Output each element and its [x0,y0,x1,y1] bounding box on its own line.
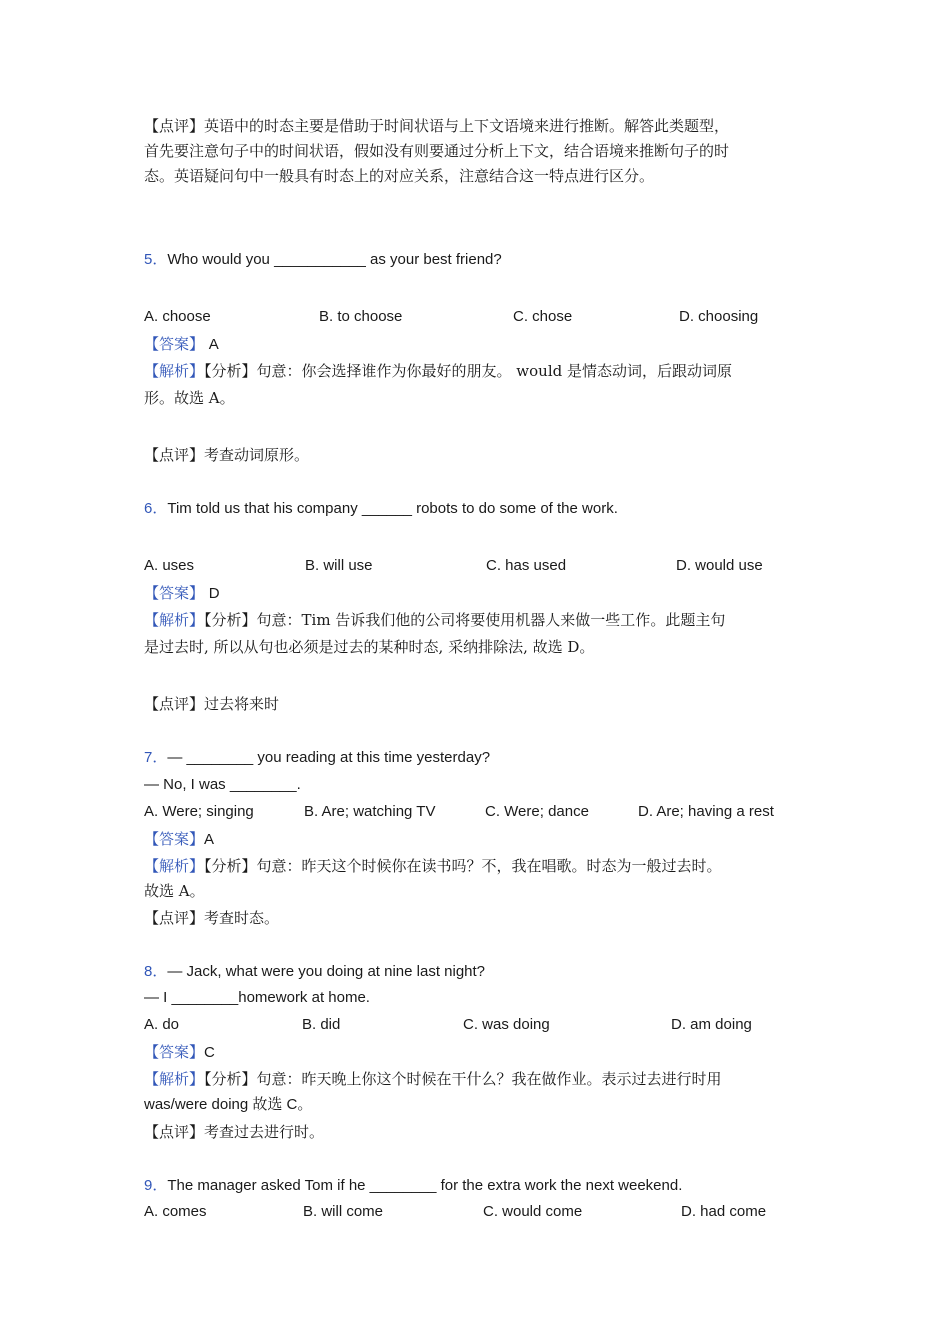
analysis-tag: 【解析】 [144,362,205,380]
answer-line [144,334,219,355]
question-7 [144,748,490,768]
answer-tag: 【答案】 [144,1043,205,1061]
answer-line [144,829,214,850]
option-b: B. will use [305,557,373,574]
analysis-text: 【分析】句意：昨天这个时候你在读书吗？不，我在唱歌。时态为一般过去时。 [204,857,722,875]
question-stem-line-2: — I ________homework at home. [144,989,370,1006]
answer-value: A [208,336,219,353]
option-c: C. was doing [463,1016,550,1033]
analysis-line [144,1069,722,1089]
answer-value: C [204,1044,215,1061]
answer-tag: 【答案】 [144,830,205,848]
option-c: C. would come [483,1203,583,1220]
option-d: D. had come [681,1203,767,1220]
option-d: D. choosing [679,308,759,325]
comment-line: 【点评】考查动词原形。 [144,446,310,464]
answer-line [144,1042,215,1063]
option-d: D. would use [676,557,763,574]
analysis-line [144,610,725,630]
option-a: A. uses [144,557,195,574]
question-stem: Who would you ___________ as your best friend? [167,251,502,268]
option-a: A. comes [144,1203,207,1220]
analysis-tag: 【解析】 [144,611,205,629]
option-c: C. chose [513,308,573,325]
option-b: B. will come [303,1203,384,1220]
option-c: C. has used [486,557,567,574]
option-a: A. do [144,1016,180,1033]
analysis-continuation: 故选 A。 [144,882,205,900]
analysis-text: 【分析】句意：昨天晚上你这个时候在干什么？我在做作业。表示过去进行时用 [204,1070,722,1088]
answer-line [144,583,220,604]
analysis-line [144,361,732,381]
question-stem: — Jack, what were you doing at nine last night? [167,963,486,980]
option-b: B. to choose [319,308,403,325]
question-number: 7． [144,749,168,766]
comment-paragraph-line: 首先要注意句子中的时间状语，假如没有则要通过分析上下文，结合语境来推断句子的时 [144,142,730,160]
comment-line: 【点评】考查过去进行时。 [144,1123,325,1141]
analysis-tag: 【解析】 [144,1070,205,1088]
question-9 [144,1176,682,1196]
answer-value: D [208,585,220,602]
analysis-continuation: 形。故选 A。 [144,389,235,407]
option-a: A. Were; singing [144,803,254,820]
question-5 [144,250,502,270]
answer-value: A [204,831,215,848]
option-c: C. Were; dance [485,803,589,820]
analysis-text: 【分析】句意：Tim 告诉我们他的公司将要使用机器人来做一些工作。此题主句 [204,611,726,629]
question-stem: Tim told us that his company ______ robots to do some of the work. [167,500,618,517]
question-stem: — ________ you reading at this time yesterday? [167,749,491,766]
question-6 [144,499,618,519]
comment-line: 【点评】过去将来时 [144,695,280,713]
comment-paragraph-line: 【点评】英语中的时态主要是借助于时间状语与上下文语境来进行推断。解答此类题型， [144,117,730,135]
answer-tag: 【答案】 [144,335,205,353]
question-number: 5． [144,251,168,268]
analysis-line [144,856,722,876]
option-b: B. Are; watching TV [304,803,436,820]
analysis-text: 【分析】句意：你会选择谁作为你最好的朋友。 would 是情态动词，后跟动词原 [204,362,732,380]
analysis-continuation: was/were doing 故选 C。 [144,1096,313,1113]
option-b: B. did [302,1016,341,1033]
question-stem-line-2: — No, I was ________. [144,776,301,793]
comment-line: 【点评】考查时态。 [144,909,280,927]
option-a: A. choose [144,308,211,325]
comment-paragraph-line: 态。英语疑问句中一般具有时态上的对应关系，注意结合这一特点进行区分。 [144,167,655,185]
option-d: D. Are; having a rest [638,803,774,820]
question-stem: The manager asked Tom if he ________ for the extra work the next weekend. [167,1177,683,1194]
answer-tag: 【答案】 [144,584,205,602]
question-number: 9． [144,1177,168,1194]
option-d: D. am doing [671,1016,752,1033]
question-number: 8． [144,963,168,980]
analysis-tag: 【解析】 [144,857,205,875]
analysis-continuation: 是过去时, 所以从句也必须是过去的某种时态, 采纳排除法, 故选 D。 [144,638,595,656]
question-8 [144,962,485,982]
question-number: 6． [144,500,168,517]
